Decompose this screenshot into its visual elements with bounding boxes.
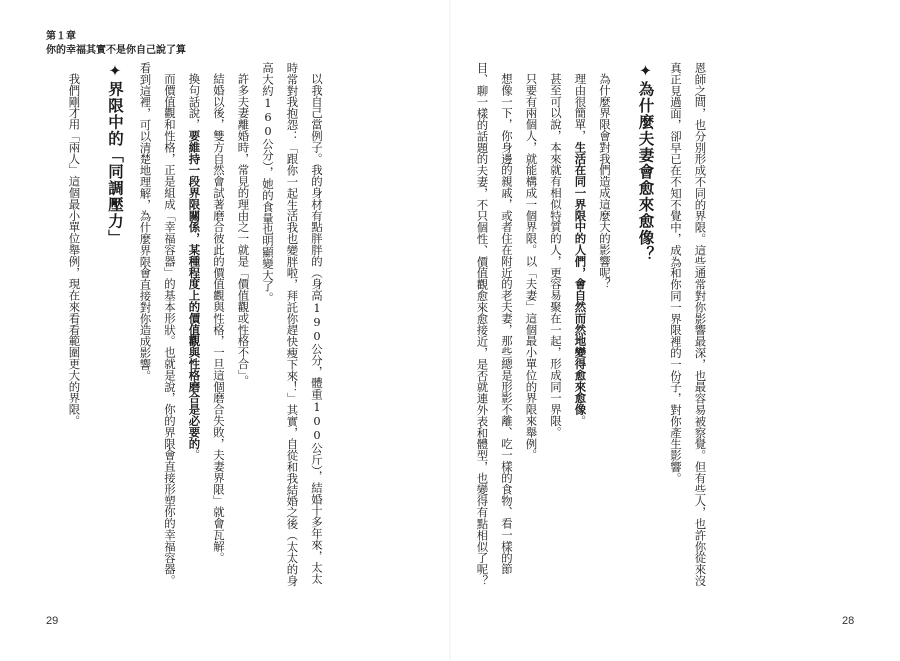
right-page-body [470,62,713,592]
left-paragraph-4 [182,62,207,592]
page-number-right: 28 [842,615,855,627]
right-page [470,62,846,592]
star-icon: ✦ [106,62,124,81]
right-p3-emphasis: 生活在同一界限中的人們，會自然而然地變得愈來愈像 [573,141,588,416]
left-paragraph-3: 結婚以後，雙方自然會試著磨合彼此的價值觀與性格，一旦這個磨合失敗，夫妻界限」就會瓦解。 [212,73,226,564]
left-paragraph-2: 許多夫妻離婚時，常見的理由之一就是「價值觀或性格不合」。 [236,73,251,387]
section-heading-couples [633,62,658,592]
running-head [46,30,186,58]
section-heading-pressure [103,62,128,592]
left-p4-lead: 換句話說， [187,73,202,131]
right-paragraph-5: 只要有兩個人，就能構成一個界限。以「夫妻」這個最小單位的界限來舉例。 [524,73,539,461]
left-paragraph-5: 而價值觀和性格，正是組成「幸福容器」的基本形狀。也就是說，你的界限會直接形塑你的幸福容器。看到這裡，可以清楚地理解，為什麼界限會直接對你造成影響。 [138,62,177,587]
right-paragraph-1: 恩師之間，也分別形成不同的界限。這些通常對你影響最深，也最容易被察覺。但有些人，也許你從來沒真正見過面，卻早已在不知不覺中，成為和你同一界限裡的一份子，對你產生影響。 [669,62,708,587]
section-heading-couples-text: 為什麼夫妻會愈來愈像？ [636,81,655,263]
right-paragraph-6: 想像一下，你身邊的親戚，或者住在附近的老夫妻，那些總是形影不離、吃一樣的食物、看一樣的節目、聊一樣的話題的夫妻，不只個性、價值觀愈來愈接近，是否就連外表和體型，也變得有點相似了呢？ [475,62,514,587]
left-page-body [62,62,329,592]
left-paragraph-1: 以我自己當例子。我的身材有點胖胖的（身高190公分，體重100公斤），結婚十多年來，太太時常對我抱怨：「跟你一起生活我也變胖啦，拜託你趕快瘦下來！」其實，自從和我結婚之後（太太的身高大約160公分），她的食量也明顯變大了。 [261,62,324,587]
right-p3-end: 。 [573,415,588,427]
star-icon: ✦ [636,62,655,81]
page-number-left: 29 [46,615,59,627]
left-paragraph-6: 我們剛才用「兩人」這個最小單位舉例，現在來看看範圍更大的界限。 [67,73,82,427]
right-paragraph-4: 甚至可以說，本來就有相似特質的人，更容易聚在一起，形成同一界限。 [549,73,563,439]
left-p4-end: 。 [187,449,202,461]
chapter-title: 你的幸福其實不是你自己說了算 [46,45,186,56]
right-paragraph-2: 為什麼界限會對我們造成這麼大的影響呢？ [598,73,612,290]
left-page [62,62,437,592]
left-p4-emphasis: 要維持一段界限關係，某種程度上的價值觀與性格磨合是必要的 [187,130,202,450]
chapter-number: 第１章 [46,31,76,42]
right-p3-lead: 理由很簡單， [573,73,588,142]
page-gutter [449,0,451,661]
right-paragraph-3 [568,62,593,592]
section-heading-pressure-text: 界限中的「同調壓力」 [106,81,124,246]
